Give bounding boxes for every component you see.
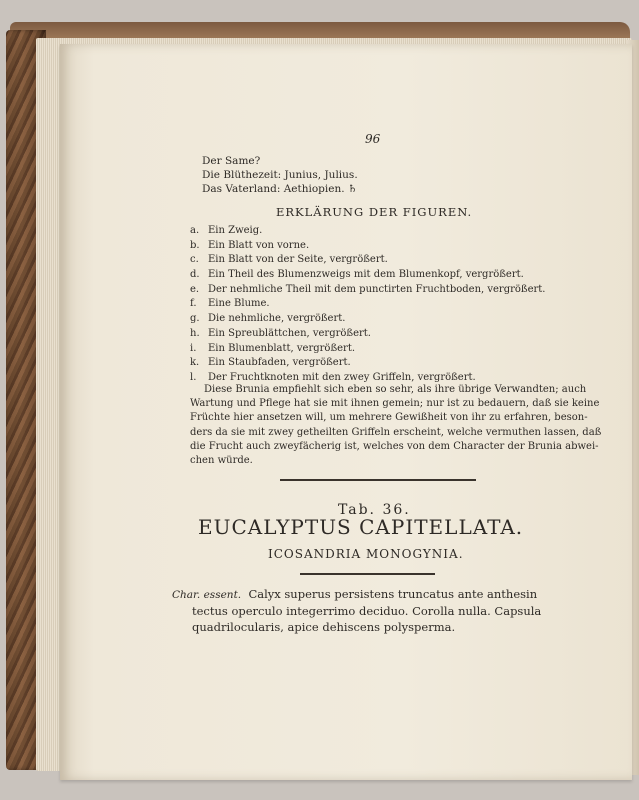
figure-text: Ein Staubfaden, vergrößert. bbox=[208, 357, 351, 369]
body-paragraph bbox=[190, 383, 602, 468]
paragraph-line: Wartung und Pflege hat sie mit ihnen gemein; nur ist zu bedauern, daß sie keine bbox=[190, 398, 600, 410]
figure-item bbox=[190, 356, 550, 371]
figure-text: Ein Blatt von der Seite, vergrößert. bbox=[208, 254, 388, 266]
figure-key: f. bbox=[190, 298, 197, 310]
figure-key: k. bbox=[190, 357, 200, 369]
paragraph-line: Diese Brunia empfiehlt sich eben so sehr, als ihre übrige Verwandten; auch bbox=[204, 384, 587, 395]
character-description bbox=[172, 586, 564, 635]
section-divider bbox=[280, 479, 476, 481]
class-title: ICOSANDRIA MONOGYNIA. bbox=[268, 547, 464, 561]
figure-key: l. bbox=[190, 371, 197, 383]
figure-text: Eine Blume. bbox=[208, 298, 270, 310]
paragraph-line: Früchte hier ansetzen will, um mehrere Gewißheit von ihr zu erfahren, beson- bbox=[190, 412, 588, 424]
paragraph-line: ders da sie mit zwey getheilten Griffeln erscheint, welche vermuthen lassen, daß bbox=[190, 426, 602, 438]
figure-item bbox=[190, 268, 550, 283]
character-first-line bbox=[172, 586, 564, 603]
figure-item bbox=[190, 224, 550, 239]
figure-key: b. bbox=[190, 239, 200, 251]
intro-line: Das Vaterland: Aethiopien. ♄ bbox=[202, 183, 358, 195]
figure-key: i. bbox=[190, 342, 197, 354]
figure-text: Ein Theil des Blumenzweigs mit dem Blumenkopf, vergrößert. bbox=[208, 269, 524, 281]
figure-text: Der nehmliche Theil mit dem punctirten Fruchtboden, vergrößert. bbox=[208, 283, 546, 295]
figures-list bbox=[190, 224, 550, 386]
figure-item bbox=[190, 283, 550, 298]
page-number: 96 bbox=[365, 132, 381, 146]
paragraph-line: chen würde. bbox=[190, 455, 253, 467]
figure-text: Der Fruchtknoten mit den zwey Griffeln, vergrößert. bbox=[208, 371, 476, 383]
character-line: Calyx superus persistens truncatus ante anthesin bbox=[248, 587, 538, 601]
title-underline bbox=[300, 573, 435, 575]
character-label: Char. essent. bbox=[172, 589, 242, 601]
figure-key: c. bbox=[190, 254, 199, 266]
character-line: tectus operculo integerrimo deciduo. Corolla nulla. Capsula bbox=[192, 604, 542, 618]
figures-heading: ERKLÄRUNG DER FIGUREN. bbox=[276, 205, 473, 219]
figure-item bbox=[190, 253, 550, 268]
intro-line: Der Same? bbox=[202, 155, 261, 167]
paragraph-line: die Frucht auch zweyfächerig ist, welches von dem Character der Brunia abwei- bbox=[190, 440, 599, 452]
figure-text: Die nehmliche, vergrößert. bbox=[208, 313, 346, 325]
figure-item bbox=[190, 239, 550, 254]
figure-item bbox=[190, 327, 550, 342]
figure-key: h. bbox=[190, 327, 200, 339]
figure-key: a. bbox=[190, 225, 200, 236]
plate-label: Tab. 36. bbox=[338, 502, 411, 518]
figure-text: Ein Zweig. bbox=[208, 225, 263, 236]
figure-text: Ein Spreublättchen, vergrößert. bbox=[208, 327, 371, 339]
figure-item bbox=[190, 342, 550, 357]
figure-text: Ein Blumenblatt, vergrößert. bbox=[208, 342, 356, 354]
figure-item bbox=[190, 297, 550, 312]
figure-key: d. bbox=[190, 269, 200, 281]
figure-key: g. bbox=[190, 313, 200, 325]
figure-text: Ein Blatt von vorne. bbox=[208, 239, 310, 251]
character-line: quadrilocularis, apice dehiscens polysperma. bbox=[192, 620, 456, 634]
species-title: EUCALYPTUS CAPITELLATA. bbox=[198, 515, 524, 539]
figure-item bbox=[190, 312, 550, 327]
figure-key: e. bbox=[190, 283, 200, 295]
intro-line: Die Blüthezeit: Junius, Julius. bbox=[202, 169, 358, 181]
